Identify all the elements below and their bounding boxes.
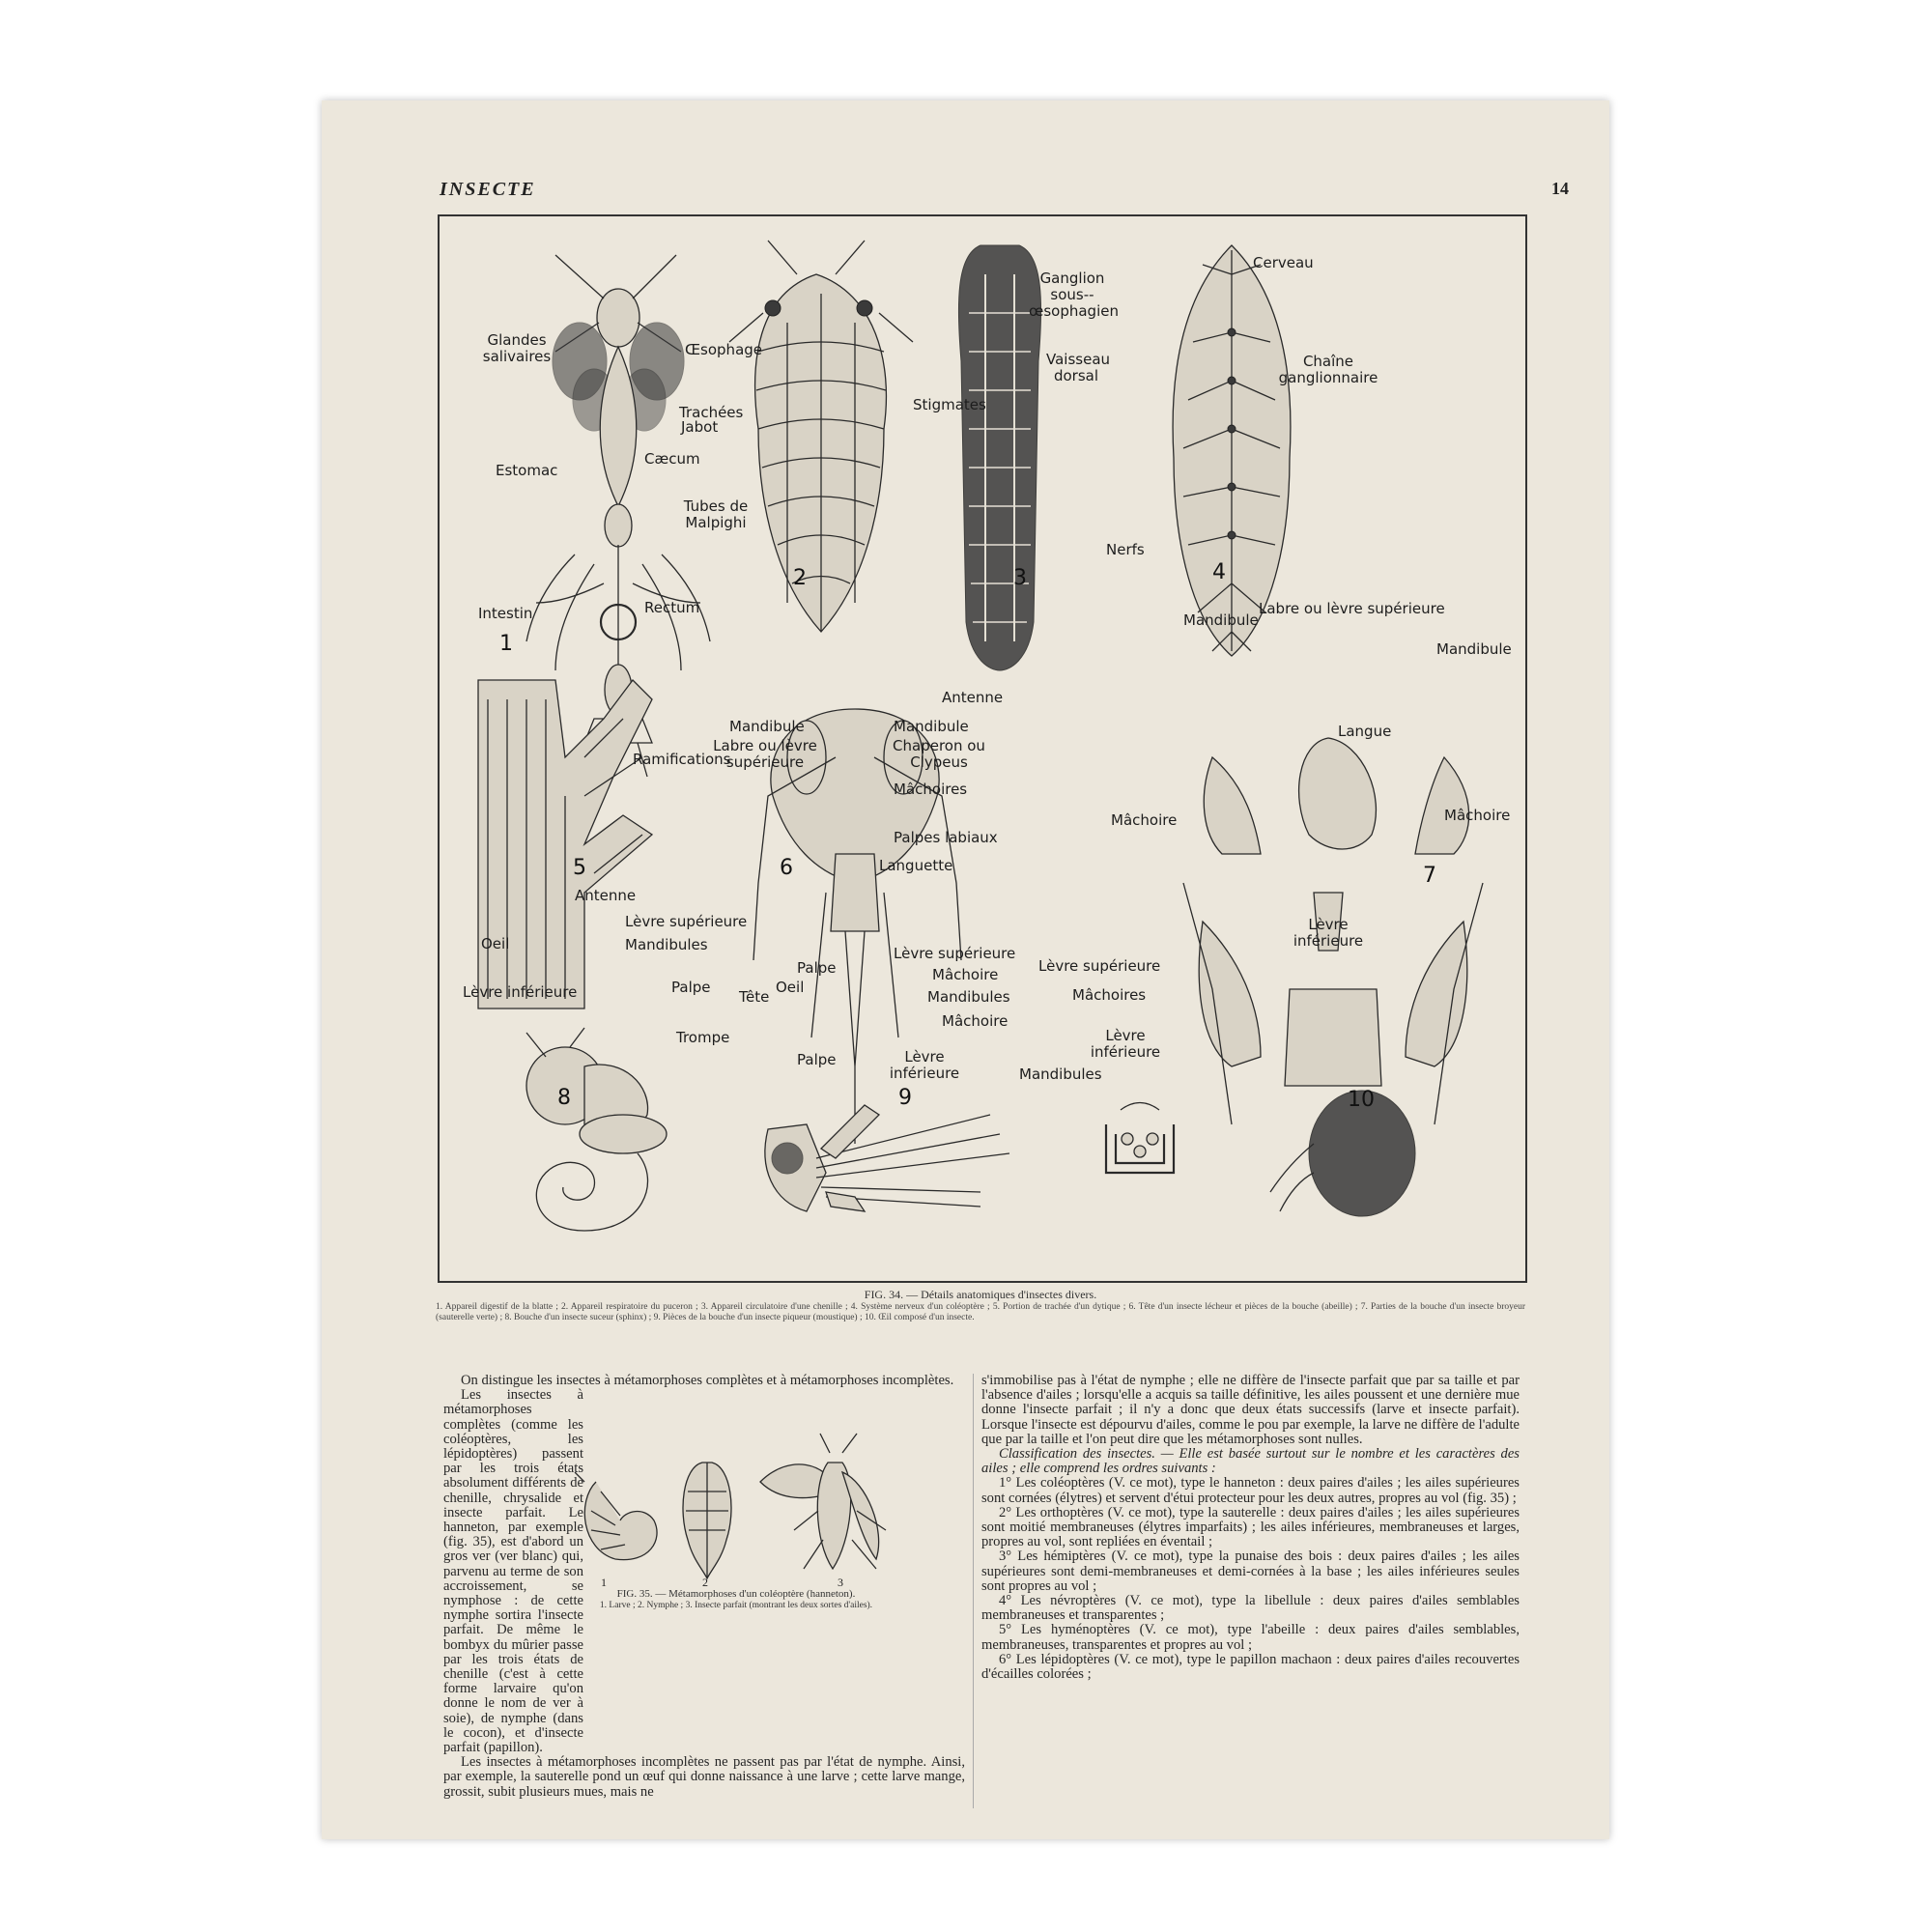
fig35-number-3: 3 [838,1576,843,1588]
figure-35-caption: FIG. 35. — Métamorphoses d'un coléoptère (hanneton). [616,1588,856,1600]
label-stigmates: Stigmates [913,396,986,413]
fig35-pupa-drawing [683,1463,731,1578]
label-machoires-9b: Mâchoires [1072,986,1147,1004]
label-mandibule-7-left: Mandibule [1183,611,1259,629]
fig-number-9: 9 [898,1086,912,1110]
label-levre-inferieure-8: Lèvre inférieure [463,983,578,1001]
paragraph: 1° Les coléoptères (V. ce mot), type le hanneton : deux paires d'ailes ; les ailes supérieures sont cornées (élytres) et servent d'étui protecteur pour les deux autres, propres au vol (fig. 35) ; [981,1475,1520,1506]
figure-34-legend: 1. Appareil digestif de la blatte ; 2. Appareil respiratoire du puceron ; 3. Appareil circulatoire d'une chenille ; 4. Système nerveux d'un coléoptère ; 5. Portion de trachée d'un dytique ; 6. Tête d'un insecte lécheur et pièces de la bouche (abeille) ; 7. Parties de la bouche d'un insecte broyeur (sauterelle verte) ; 8. Bouche d'un insecte suceur (sphinx) ; 9. Pièces de la bouche d'un insecte piqueur (moustique) ; 10. Œil composé d'un insecte. [436,1302,1525,1322]
label-caecum: Cæcum [644,450,700,468]
label-oeil-9: Oeil [776,979,805,996]
label-palpes-labiaux: Palpes labiaux [894,829,998,846]
fig4-nervous-drawing [1173,245,1291,656]
column-divider [973,1374,974,1808]
label-cerveau: Cerveau [1253,254,1314,271]
paragraph: 4° Les névroptères (V. ce mot), type la libellule : deux paires d'ailes semblables membraneuses et transparentes ; [981,1593,1520,1624]
fig-number-8: 8 [557,1086,571,1110]
label-mandibule-7-right: Mandibule [1436,640,1512,658]
paragraph: 2° Les orthoptères (V. ce mot), type la sauterelle : deux paires d'ailes ; les ailes supérieures sont moitié membraneuses (élytres imparfaits) ; les ailes inférieures, membraneuses et larges, propres au vol, sont repliées en éventail ; [981,1504,1520,1550]
fig-number-2: 2 [793,566,807,590]
label-chaperon: Chaperon ou Clypeus [893,737,985,771]
page-number: 14 [1551,179,1569,198]
paragraph: 5° Les hyménoptères (V. ce mot), type l'abeille : deux paires d'ailes semblables, membraneuses, transparentes et propres au vol ; [981,1622,1520,1653]
fig-number-1: 1 [499,632,513,656]
label-ramifications: Ramifications [633,751,731,768]
label-glandes-salivaires: Glandes salivaires [482,331,552,365]
label-jabot: Jabot [681,418,719,436]
label-levre-superieure-8: Lèvre supérieure [625,913,748,930]
paragraph: Les insectes à métamorphoses complètes (comme les coléoptères, les lépidoptères) passent par les trois états absolument différents de chenille, chrysalide et insecte parfait. Le hanneton, par exemple (fig. 35), est d'abord un gros ver (ver blanc) qui, parvenu au terme de son accroissement, se nymphose : de cette nymphe sortira l'insecte parfait. De même le bombyx du mûrier passe par les trois états de chenille (c'est à cette forme larvaire qu'on donne le nom de ver à soie), de nymphe (dans le cocon), et d'insecte parfait (papillon). [443,1387,583,1756]
fig-number-10: 10 [1348,1088,1375,1112]
label-oeil-8: Oeil [481,935,510,952]
label-intestin: Intestin [478,605,533,622]
fig8-sphinx-mouth-drawing [526,1028,667,1231]
label-machoire-7-left: Mâchoire [1111,811,1178,829]
label-levre-superieure-9b: Lèvre supérieure [1038,957,1161,975]
label-oesophage: Œsophage [685,341,763,358]
label-mandibules-9: Mandibules [927,988,1010,1006]
label-ganglion: Ganglion sous--œsophagien [1029,270,1119,320]
label-mandibule-6-left: Mandibule [729,718,805,735]
fig-number-4: 4 [1212,560,1226,584]
figure-35-subcaption: 1. Larve ; 2. Nymphe ; 3. Insecte parfait (montrant les deux sortes d'ailes). [599,1601,873,1610]
label-levre-inferieure-9: Lèvre inférieure [889,1048,960,1082]
label-machoire-9-bottom: Mâchoire [942,1012,1009,1030]
label-labre-7: Labre ou lèvre supérieure [1259,600,1445,617]
label-nerfs: Nerfs [1106,541,1145,558]
label-machoire-9-top: Mâchoire [932,966,999,983]
fig10-compound-eye-drawing [1270,1091,1415,1216]
figure-34-caption: FIG. 34. — Détails anatomiques d'insectes divers. [864,1288,1097,1301]
fig5-trachea-drawing [478,680,652,1009]
paragraph: Les insectes à métamorphoses incomplètes ne passent pas par l'état de nymphe. Ainsi, par exemple, la sauterelle pond un œuf qui donne naissance à une larve ; cette larve mange, grossit, subit plusieurs mues, mais ne [443,1754,965,1800]
label-trachees: Trachées [679,404,744,421]
text-column-right [981,1374,1520,1682]
label-levre-superieure-9: Lèvre supérieure [894,945,1016,962]
figure-35-caption-block [567,1588,905,1611]
label-langue: Langue [1338,723,1392,740]
fig35-number-1: 1 [601,1576,607,1588]
fig2-respiratory-drawing [729,241,913,632]
label-palpe-9-top: Palpe [797,959,837,977]
figure-34-plate [438,214,1527,1283]
label-estomac: Estomac [496,462,558,479]
label-mandibule-6-right: Mandibule [894,718,969,735]
encyclopedia-page [322,100,1609,1839]
fig35-larva-drawing [575,1472,657,1560]
label-mandibules-8: Mandibules [625,936,708,953]
label-chaine-ganglionnaire: Chaîne ganglionnaire [1278,353,1378,386]
fig-number-3: 3 [1013,566,1027,590]
label-machoire-7-right: Mâchoire [1444,807,1511,824]
fig-number-6: 6 [780,856,793,880]
label-palpe-9-bottom: Palpe [797,1051,837,1068]
label-trompe: Trompe [676,1029,730,1046]
label-machoires-6: Mâchoires [894,781,968,798]
paragraph: Classification des insectes. — Elle est basée surtout sur le nombre et les caractères des ailes ; elle comprend les ordres suivants : [981,1446,1520,1477]
paragraph: 3° Les hémiptères (V. ce mot), type la punaise des bois : deux paires d'ailes ; les ailes supérieures sont demi-membraneuses et demi-cornées à la base ; les ailes inférieures seules sont propres au vol ; [981,1548,1520,1594]
fig9-mosquito-drawing [765,1105,1009,1211]
label-languette: Languette [879,857,953,874]
page-heading: INSECTE [440,179,536,200]
label-labre-6: Labre ou lèvre supérieure [713,737,817,771]
label-tete-9: Tête [739,988,770,1006]
label-levre-inferieure-7: Lèvre inférieure [1293,916,1364,950]
label-tubes-de-malpighi: Tubes de Malpighi [683,497,749,531]
label-palpe-8: Palpe [671,979,711,996]
label-rectum: Rectum [644,599,700,616]
label-levre-inferieure-9b: Lèvre inférieure [1090,1027,1161,1061]
fig-number-7: 7 [1423,864,1436,888]
fig-number-5: 5 [573,856,586,880]
fig9b-section-drawing [1106,1103,1174,1174]
label-mandibules-9b: Mandibules [1019,1065,1102,1083]
fig35-adult-drawing [760,1434,886,1569]
fig35-number-2: 2 [702,1576,708,1588]
label-vaisseau-dorsal: Vaisseau dorsal [1046,351,1111,384]
paragraph: s'immobilise pas à l'état de nymphe ; elle ne diffère de l'insecte parfait que par sa taille et par l'absence d'ailes ; lorsqu'elle a acquis sa taille définitive, les ailes poussent et une dernière mue donne l'insecte parfait ; il n'y a donc que deux états successifs (larve et insecte parfait). Lorsque l'insecte est dépourvu d'ailes, comme le pou par exemple, la larve ne diffère de l'adulte que par la taille et l'on peut dire que les métamorphoses sont nulles. [981,1373,1520,1447]
paragraph: On distingue les insectes à métamorphoses complètes et à métamorphoses incomplètes. [461,1373,954,1388]
label-antenne-6: Antenne [942,689,1004,706]
label-antenne-8: Antenne [575,887,637,904]
paragraph: 6° Les lépidoptères (V. ce mot), type le papillon machaon : deux paires d'ailes recouvertes d'écailles colorées ; [981,1651,1520,1683]
figure-35-illustration [567,1424,905,1588]
